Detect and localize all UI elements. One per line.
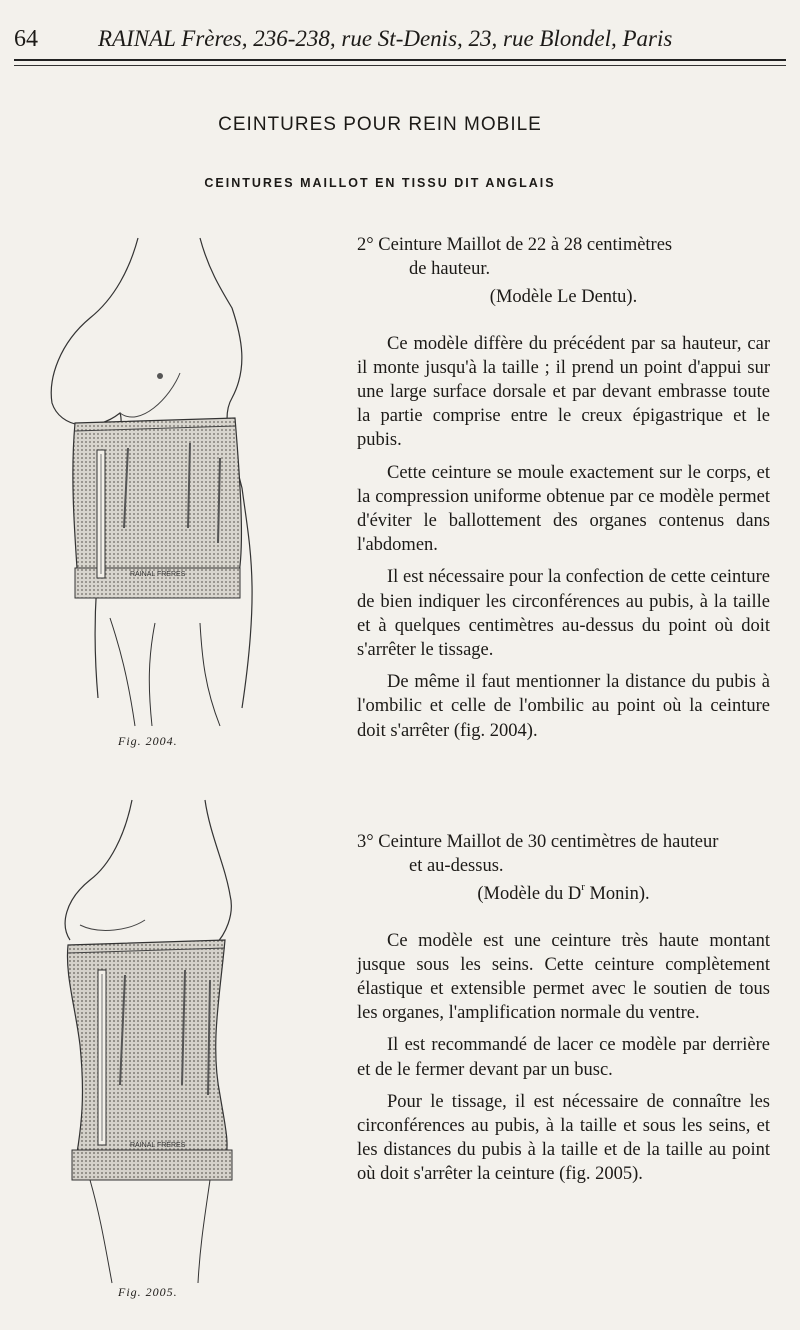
model-name-text: (Modèle du D — [477, 884, 582, 905]
model-name-text: Monin). — [584, 884, 650, 905]
model-heading-line: 2° Ceinture Maillot de 22 à 28 centimètres — [357, 235, 673, 255]
model-heading — [357, 830, 770, 878]
model-heading-line: 3° Ceinture Maillot de 30 centimètres de hauteur — [357, 832, 719, 852]
section-title: CEINTURES POUR REIN MOBILE — [218, 114, 542, 135]
figure-2005-illustration — [20, 795, 320, 1285]
model-name-sup: r — [581, 881, 585, 894]
figure-caption: Fig. 2005. — [118, 1285, 178, 1299]
model-name: (Modèle Le Dentu). — [489, 287, 638, 308]
paragraph: Il est recommandé de lacer ce modèle par derrière et de le fermer devant par un busc. — [357, 1035, 770, 1080]
running-header — [14, 22, 786, 58]
model-heading — [357, 233, 770, 281]
paragraph: Il est nécessaire pour la confection de cette ceinture de bien indiquer les circonférences au pubis, à la taille et à quelques centimètres au-dessus du point où doit s'arrêter le tissage. — [357, 567, 770, 661]
model-le-dentu-text — [357, 233, 770, 751]
running-title: RAINAL Frères, 236-238, rue St-Denis, 23, rue Blondel, Paris — [98, 26, 673, 51]
paragraph: Ce modèle diffère du précédent par sa hauteur, car il monte jusqu'à la taille ; il prend un point d'appui sur une large surface dorsale et par devant embrasse toute la partie comprise entre le creux épigastrique et le pubis. — [357, 333, 770, 451]
paragraph: De même il faut mentionner la distance du pubis à l'ombilic et celle de l'ombilic au point où la ceinture doit s'arrêter (fig. 2004). — [357, 672, 770, 741]
paragraph: Cette ceinture se moule exactement sur le corps, et la compression uniforme obtenue par ce modèle permet d'éviter le ballottement des organes contenus dans l'abdomen. — [357, 462, 770, 556]
paragraph: Ce modèle est une ceinture très haute montant jusque sous les seins. Cette ceinture complètement élastique et extensible permet avec le soutien de tous les organes, l'amplification normale du ventre. — [357, 930, 770, 1024]
belt-label: RAINAL FRÈRES — [130, 1142, 186, 1149]
figure-caption: Fig. 2004. — [118, 734, 178, 748]
model-heading-line: et au-dessus. — [409, 856, 504, 877]
section-subtitle: CEINTURES MAILLOT EN TISSU DIT ANGLAIS — [204, 176, 556, 190]
belt-label: RAINAL FRÈRES — [130, 571, 186, 578]
model-name — [357, 882, 770, 906]
header-rule-thin — [14, 65, 786, 66]
figure-2004-illustration — [20, 228, 320, 728]
paragraph: Pour le tissage, il est nécessaire de connaître les circonférences au pubis, à la taille et sous les seins, et les distances du pubis à la taille et de la taille au point où doit s'arrêter la ceinture (fig. 2005). — [357, 1091, 770, 1185]
model-monin-text — [357, 830, 770, 1195]
page-number: 64 — [14, 26, 38, 52]
header-rule — [14, 59, 786, 61]
model-heading-line: de hauteur. — [409, 259, 491, 280]
